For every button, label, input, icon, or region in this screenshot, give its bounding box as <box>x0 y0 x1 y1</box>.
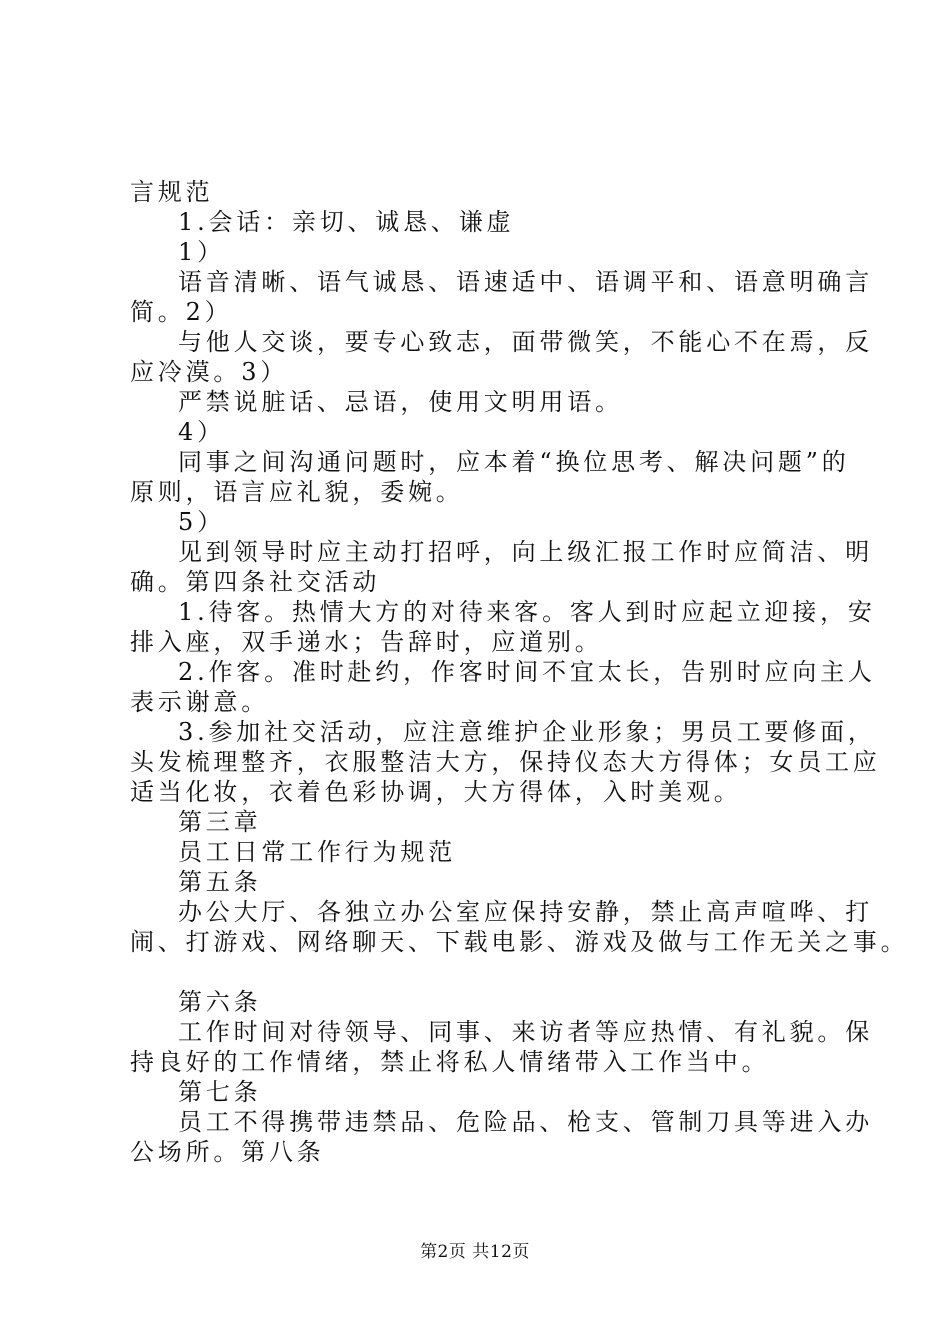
text-line: 公场所。第八条 <box>130 1138 325 1166</box>
text-line: 工作时间对待领导、同事、来访者等应热情、有礼貌。保 <box>178 1018 873 1046</box>
text-line: 1.会话：亲切、诚恳、谦虚 <box>178 208 515 236</box>
text-line: 应冷漠。3） <box>130 358 289 386</box>
text-line: 4） <box>178 418 225 446</box>
text-line: 适当化妆，衣着色彩协调，大方得体，入时美观。 <box>130 778 742 806</box>
text-line: 同事之间沟通问题时，应本着“换位思考、解决问题”的 <box>178 448 850 476</box>
text-line: 5） <box>178 508 225 536</box>
text-line: 头发梳理整齐，衣服整洁大方，保持仪态大方得体；女员工应 <box>130 748 881 776</box>
text-line: 第五条 <box>178 868 262 896</box>
text-line: 见到领导时应主动打招呼，向上级汇报工作时应简洁、明 <box>178 538 873 566</box>
text-line: 1.待客。热情大方的对待来客。客人到时应起立迎接，安 <box>178 598 876 626</box>
text-line: 第六条 <box>178 988 262 1016</box>
text-line: 与他人交谈，要专心致志，面带微笑，不能心不在焉，反 <box>178 328 873 356</box>
text-line: 员工不得携带违禁品、危险品、枪支、管制刀具等进入办 <box>178 1108 873 1136</box>
text-line: 第七条 <box>178 1078 262 1106</box>
text-line: 原则，语言应礼貌，委婉。 <box>130 478 464 506</box>
text-line: 1） <box>178 238 225 266</box>
text-line: 表示谢意。 <box>130 688 269 716</box>
text-line: 确。第四条社交活动 <box>130 568 381 596</box>
text-line: 简。2） <box>130 298 233 326</box>
text-line: 严禁说脏话、忌语，使用文明用语。 <box>178 388 623 416</box>
text-line: 语音清晰、语气诚恳、语速适中、语调平和、语意明确言 <box>178 268 873 296</box>
text-line: 持良好的工作情绪，禁止将私人情绪带入工作当中。 <box>130 1048 770 1076</box>
text-line: 2.作客。准时赴约，作客时间不宜太长，告别时应向主人 <box>178 658 876 686</box>
text-line: 办公大厅、各独立办公室应保持安静，禁止高声喧哗、打 <box>178 898 873 926</box>
text-line: 员工日常工作行为规范 <box>178 838 456 866</box>
text-line: 言规范 <box>130 178 214 206</box>
page-number-footer: 第2页 共12页 <box>420 1242 530 1262</box>
text-line: 第三章 <box>178 808 262 836</box>
text-line: 3.参加社交活动，应注意维护企业形象；男员工要修面， <box>178 718 876 746</box>
text-line: 闹、打游戏、网络聊天、下载电影、游戏及做与工作无关之事。 <box>130 928 909 956</box>
text-line: 排入座，双手递水；告辞时，应道别。 <box>130 628 603 656</box>
